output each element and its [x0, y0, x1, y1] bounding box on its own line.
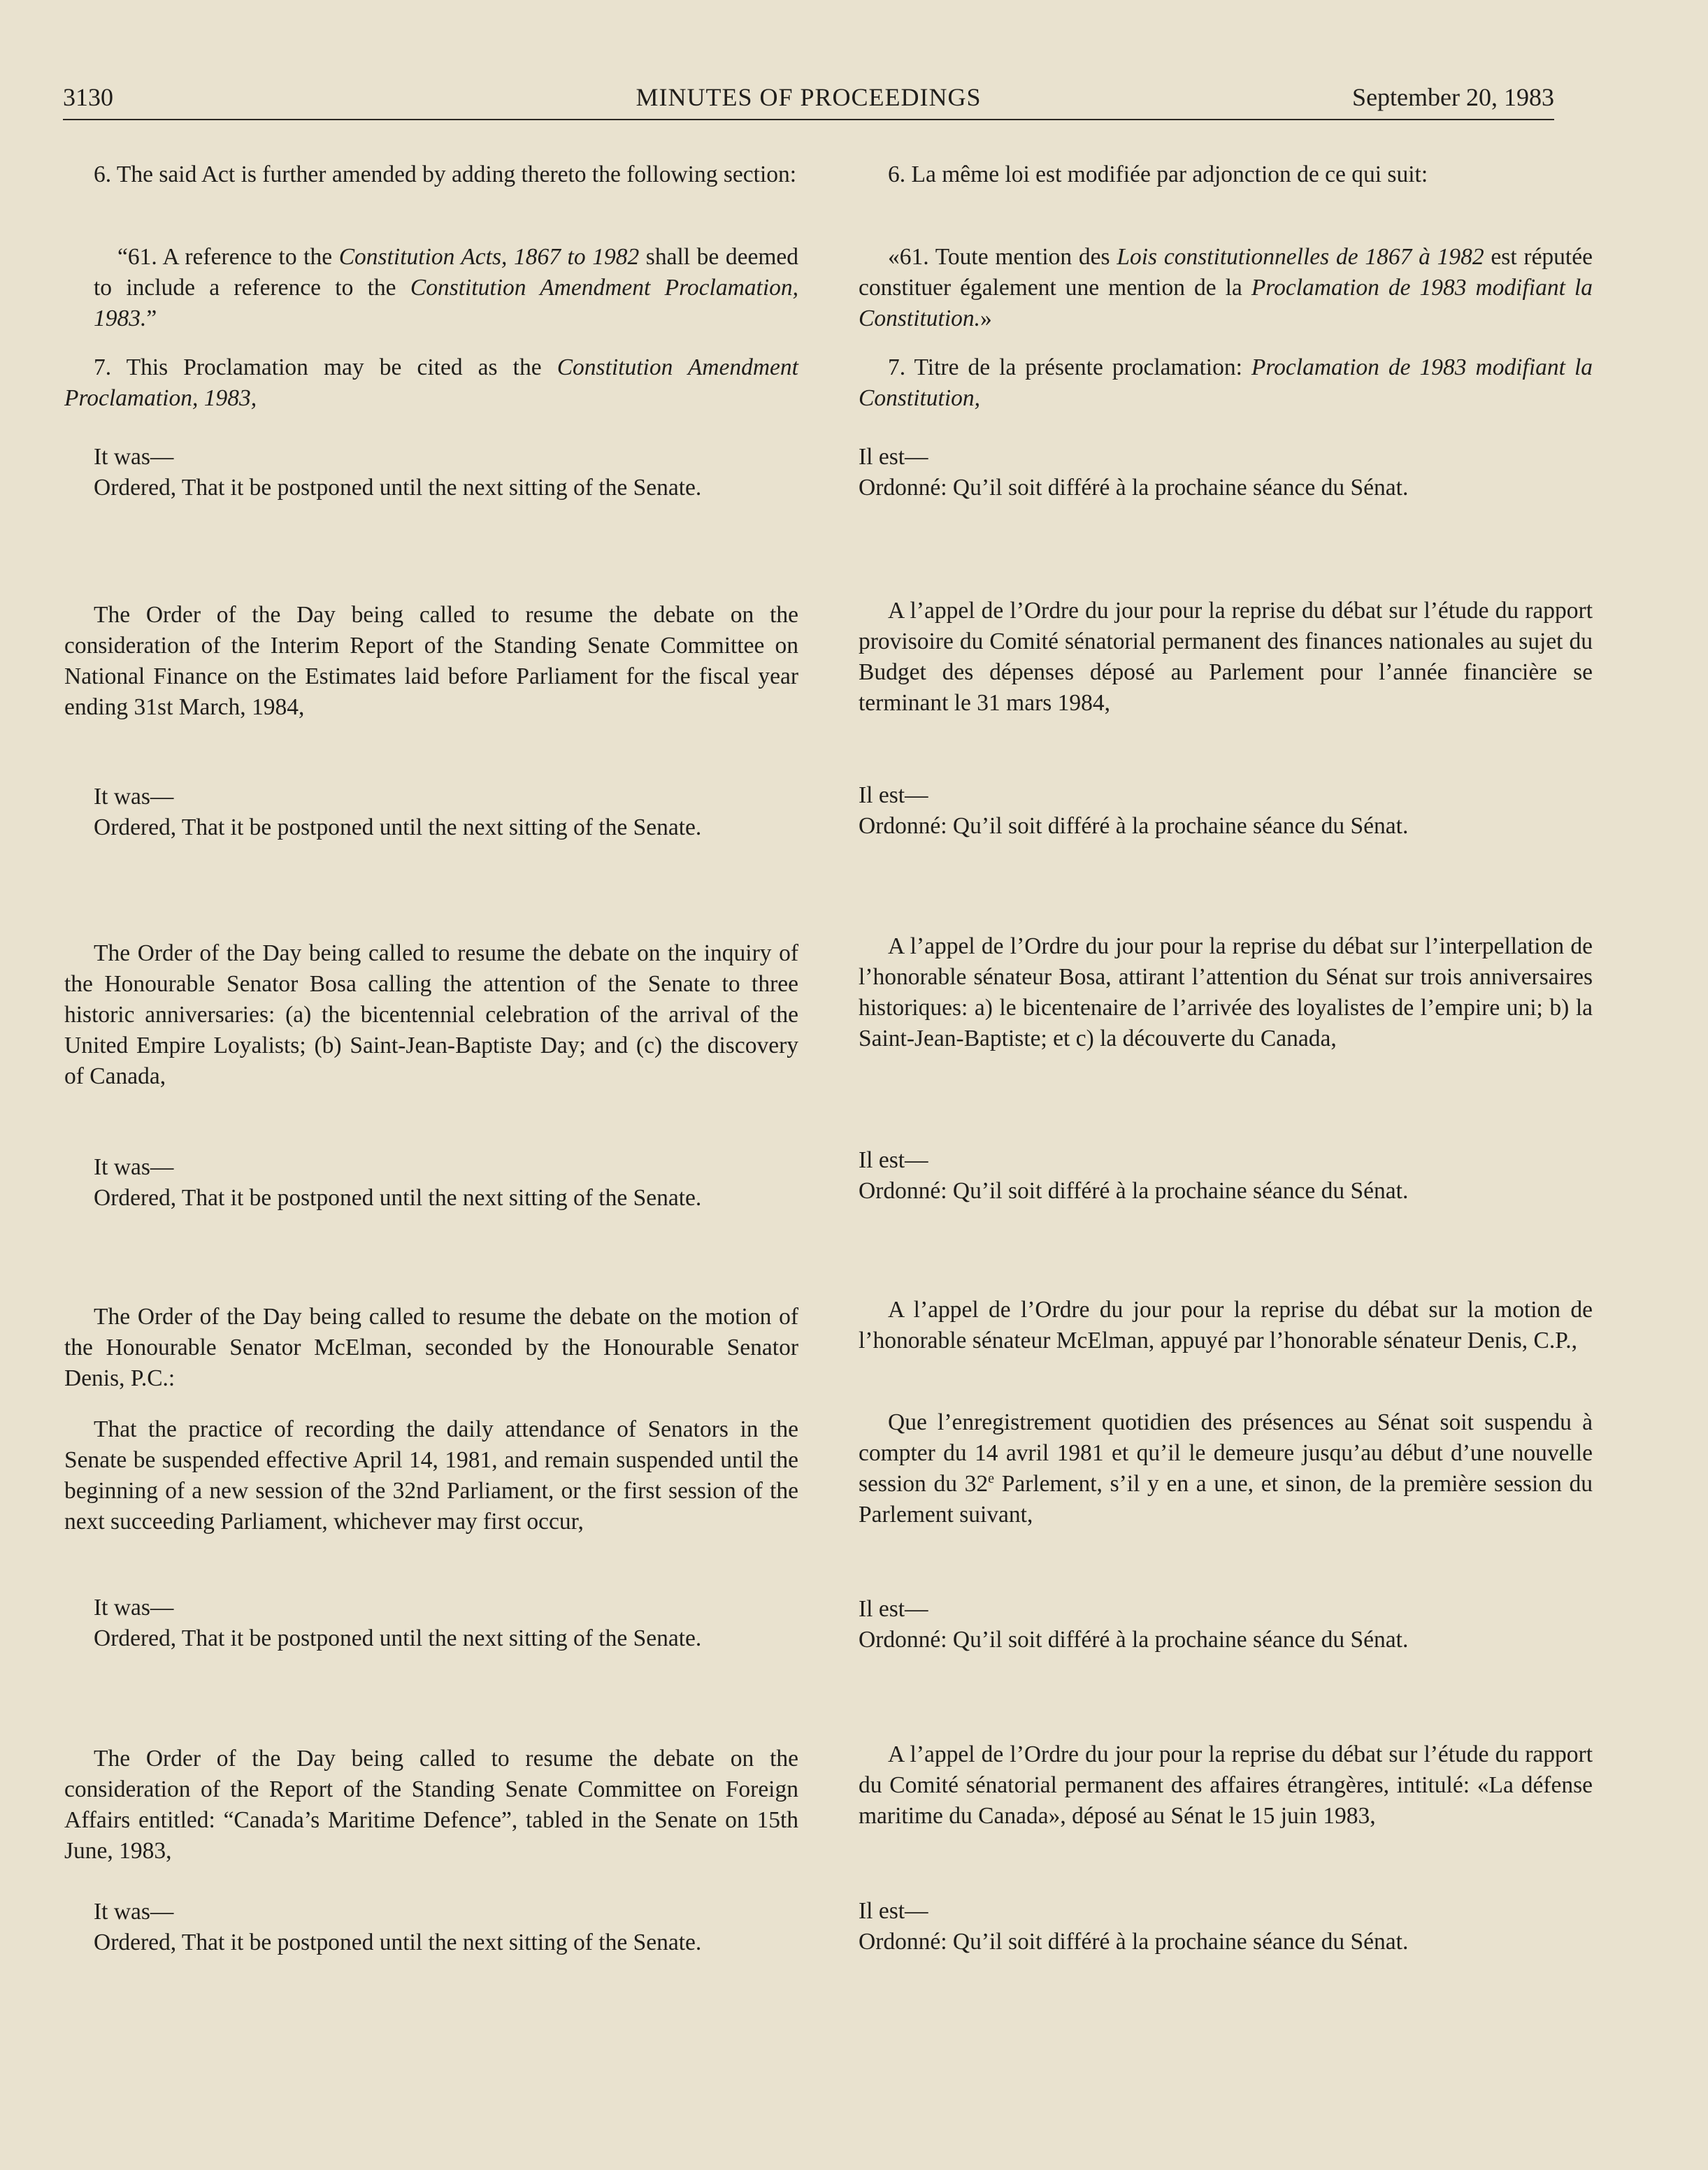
fr-paragraph-6: 6. La même loi est modifiée par adjonction de ce qui suit: [888, 161, 1428, 187]
fr-item-2: A l’appel de l’Ordre du jour pour la reprise du débat sur l’étude du rapport provisoire du Comité sénatorial permanent des finances nationales au sujet du Budget des dépenses déposé au Parlement pour l’année financière se terminant le 31 mars 1984, [859, 598, 1593, 716]
en-item-5: The Order of the Day being called to resume the debate on the consideration of the Report of the Standing Senate Committee on Foreign Affairs entitled: “Canada’s Maritime Defence”, tabled in the Senate on 15th June, 1983, [64, 1746, 798, 1864]
fr-order-5: Il est— Ordonné: Qu’il soit différé à la prochaine séance du Sénat. [859, 1898, 1409, 1955]
page-number: 3130 [63, 83, 113, 111]
en-item-2: The Order of the Day being called to resume the debate on the consideration of the Interim Report of the Standing Senate Committee on National Finance on the Estimates laid before Parliament for the fiscal year ending 31st March, 1984, [64, 602, 798, 720]
en-section-61-quote: “61. A reference to the Constitution Acts, 1867 to 1982 shall be deemed to include a reference to the Constitution Amendment Proclamation, 1983.” [94, 244, 799, 331]
fr-item-3: A l’appel de l’Ordre du jour pour la reprise du débat sur l’interpellation de l’honorable sénateur Bosa, attirant l’attention du Sénat sur trois anniversaires historiques: a) le bicentenaire de l’arrivée des loyalistes de l’empire uni; b) la Saint-Jean-Baptiste; et c) la découverte du Canada, [859, 933, 1593, 1051]
en-paragraph-6: 6. The said Act is further amended by adding thereto the following section: [94, 161, 797, 187]
fr-paragraph-7: 7. Titre de la présente proclamation: Proclamation de 1983 modifiant la Constitution, [859, 354, 1593, 411]
fr-order-2: Il est— Ordonné: Qu’il soit différé à la prochaine séance du Sénat. [859, 782, 1409, 839]
header-rule [63, 119, 1554, 120]
en-motion-4: That the practice of recording the daily attendance of Senators in the Senate be suspended effective April 14, 1981, and remain suspended until the beginning of a new session of the 32nd Parliament, or the first session of the next succeeding Parliament, whichever may first occur, [64, 1416, 798, 1535]
page-header [63, 82, 1554, 119]
en-item-4: The Order of the Day being called to resume the debate on the motion of the Honourable Senator McElman, seconded by the Honourable Senator Denis, P.C.: [64, 1304, 798, 1391]
fr-item-5: A l’appel de l’Ordre du jour pour la reprise du débat sur l’étude du rapport du Comité sénatorial permanent des affaires étrangères, intitulé: «La défense maritime du Canada», déposé au Sénat le 15 juin 1983, [859, 1741, 1593, 1829]
page-title: MINUTES OF PROCEEDINGS [636, 83, 982, 111]
page-date: September 20, 1983 [1352, 83, 1554, 111]
en-order-1: It was— Ordered, That it be postponed until the next sitting of the Senate. [94, 444, 702, 501]
en-order-5: It was— Ordered, That it be postponed until the next sitting of the Senate. [94, 1899, 702, 1955]
en-order-2: It was— Ordered, That it be postponed until the next sitting of the Senate. [94, 784, 702, 840]
fr-order-3: Il est— Ordonné: Qu’il soit différé à la prochaine séance du Sénat. [859, 1147, 1409, 1204]
fr-order-1: Il est— Ordonné: Qu’il soit différé à la prochaine séance du Sénat. [859, 444, 1409, 501]
en-item-3: The Order of the Day being called to resume the debate on the inquiry of the Honourable Senator Bosa calling the attention of the Senate to three historic anniversaries: (a) the bicentennial celebration of the arrival of the United Empire Loyalists; (b) Saint-Jean-Baptiste Day; and (c) the discovery of Canada, [64, 940, 798, 1089]
fr-item-4: A l’appel de l’Ordre du jour pour la reprise du débat sur la motion de l’honorable sénateur McElman, appuyé par l’honorable sénateur Denis, C.P., [859, 1297, 1593, 1353]
en-paragraph-7: 7. This Proclamation may be cited as the Constitution Amendment Proclamation, 1983, [64, 354, 798, 411]
fr-motion-4: Que l’enregistrement quotidien des présences au Sénat soit suspendu à compter du 14 avril 1981 et qu’il le demeure jusqu’au début d’une nouvelle session du 32e Parlement, s’il y en a une, et sinon, de la première session du Parlement suivant, [859, 1409, 1593, 1528]
fr-order-4: Il est— Ordonné: Qu’il soit différé à la prochaine séance du Sénat. [859, 1596, 1409, 1653]
fr-section-61-quote: «61. Toute mention des Lois constitutionnelles de 1867 à 1982 est réputée constituer également une mention de la Proclamation de 1983 modifiant la Constitution.» [859, 244, 1593, 331]
en-order-3: It was— Ordered, That it be postponed until the next sitting of the Senate. [94, 1154, 702, 1211]
en-order-4: It was— Ordered, That it be postponed until the next sitting of the Senate. [94, 1595, 702, 1651]
